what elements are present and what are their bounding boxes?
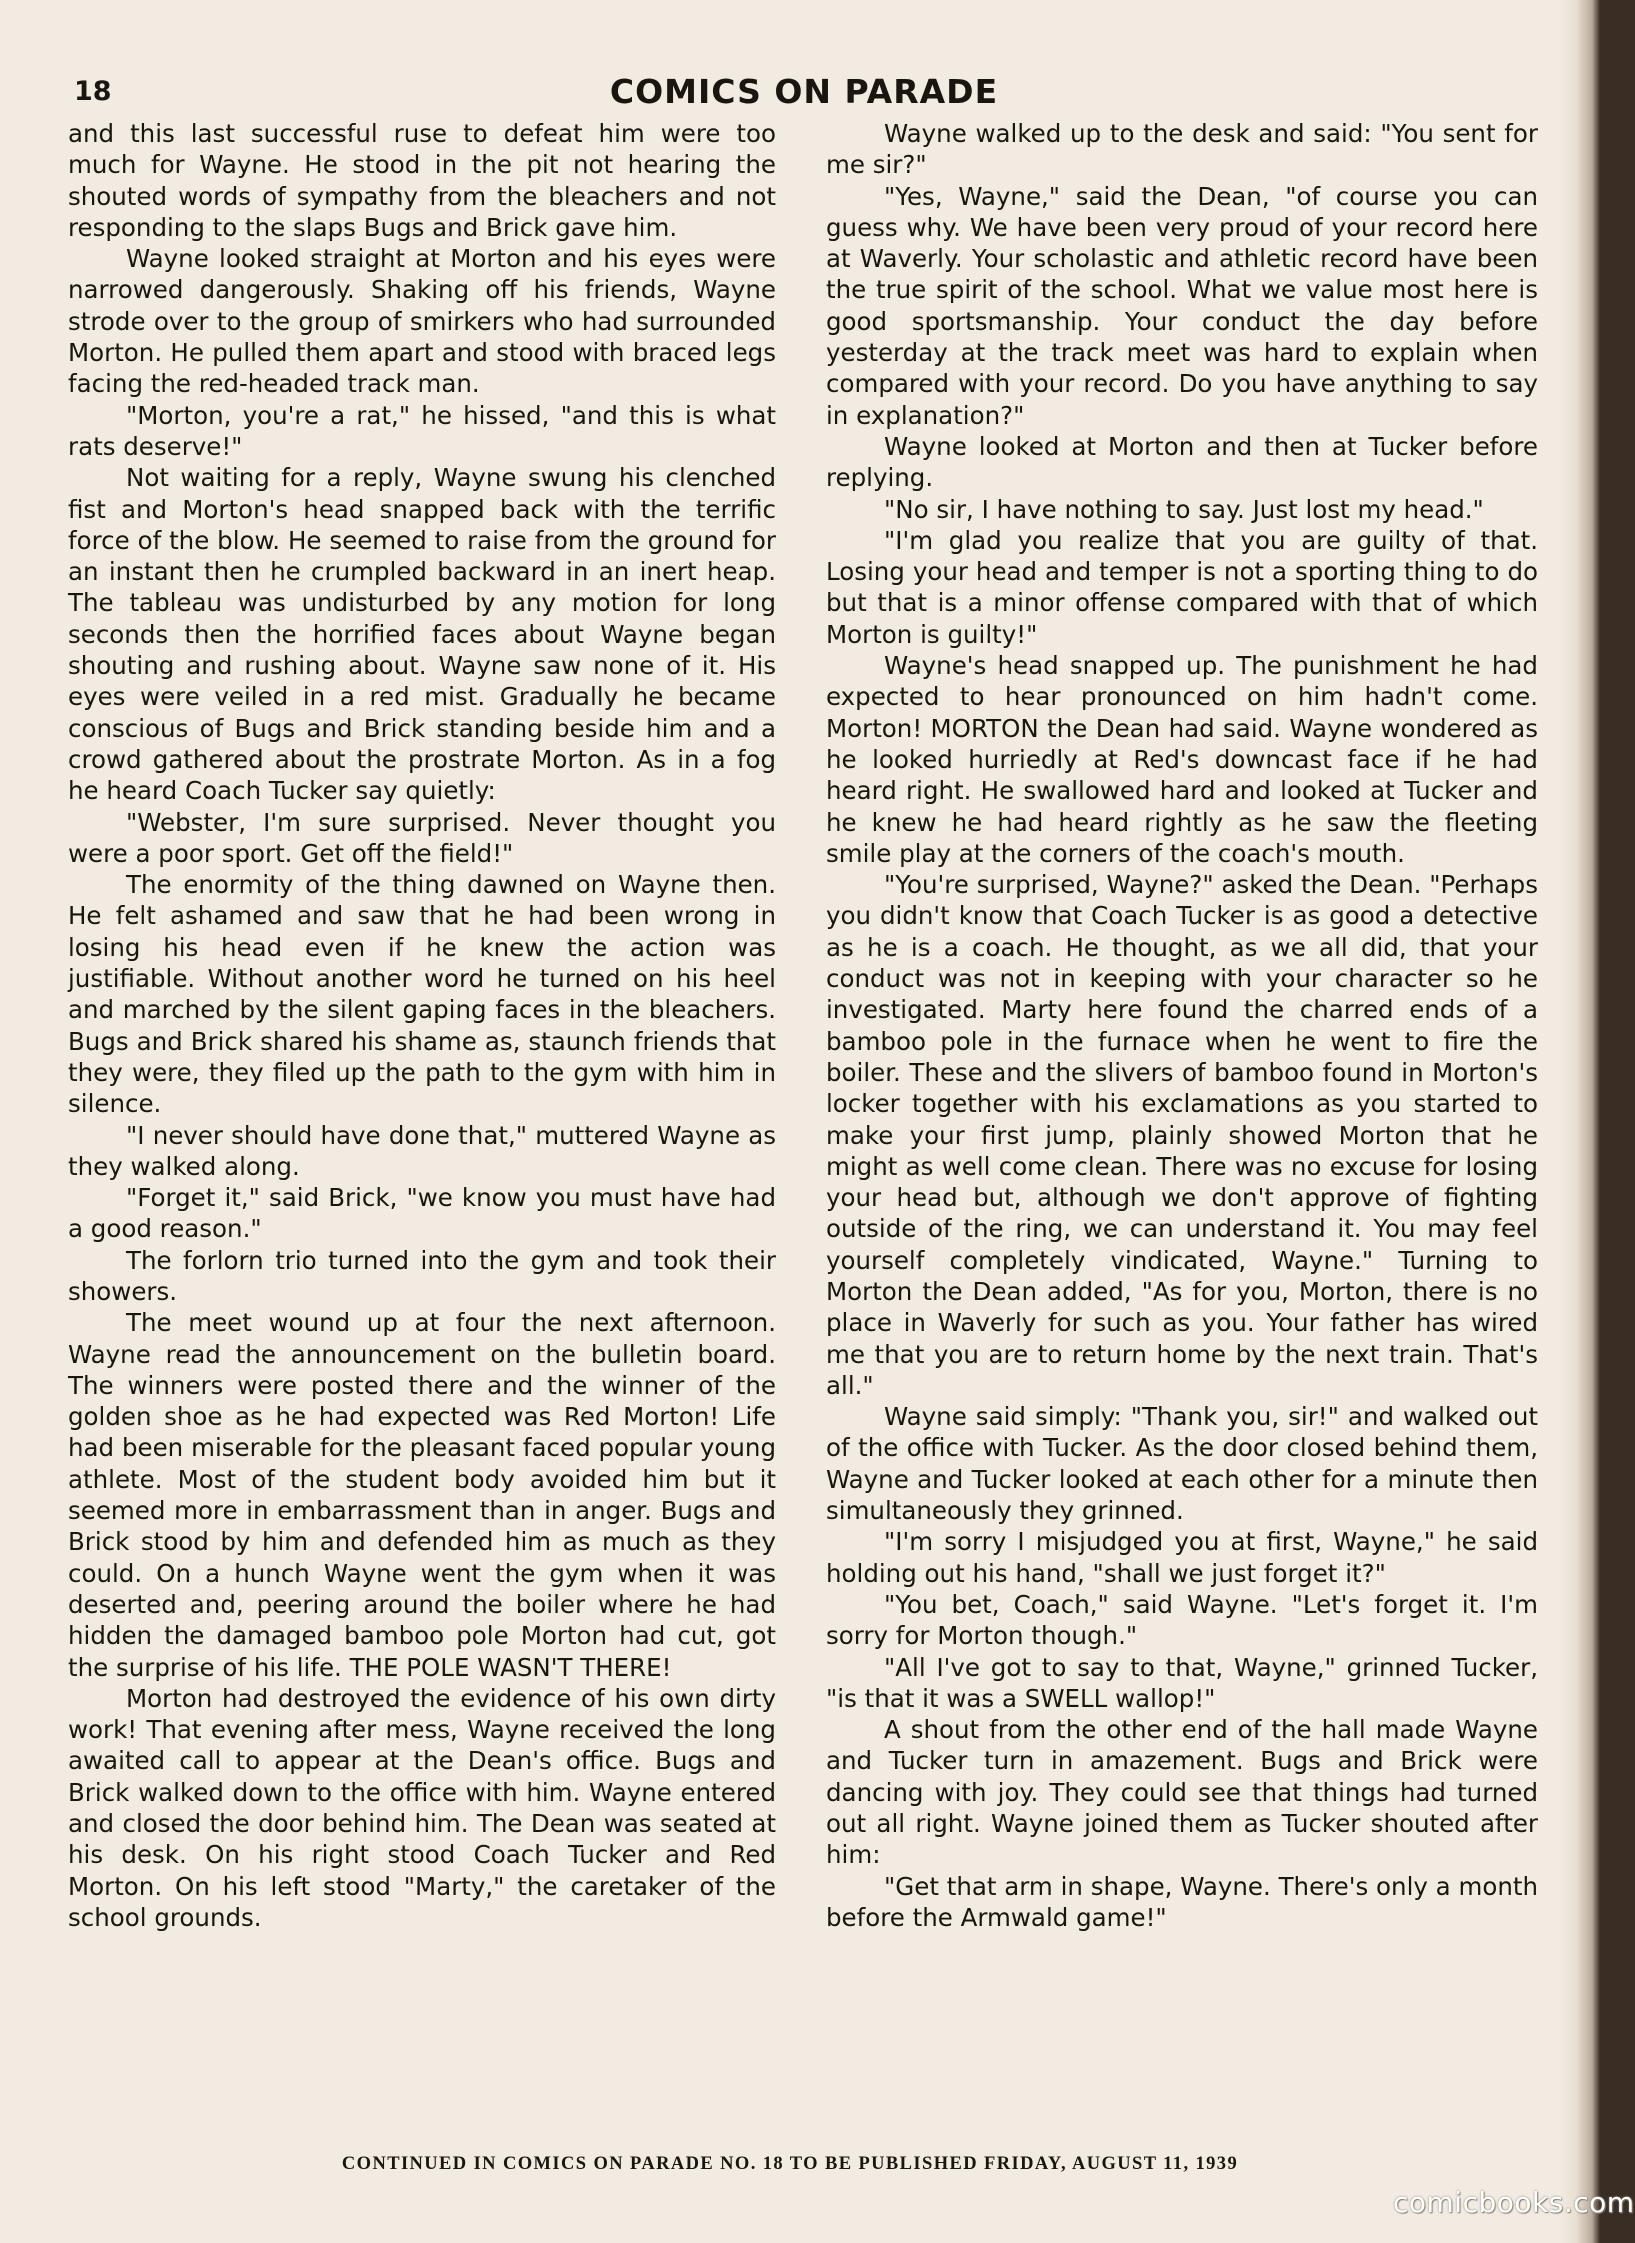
watermark: comicbooks.com [1393, 2186, 1635, 2219]
paragraph: Wayne's head snapped up. The punishment he had expected to hear pronounced on him hadn't come. Morton! MORTON the Dean had said. Wayne wondered as he looked hurriedly at Red's downcast face if he had heard right. He swallowed hard and looked at Tucker and he knew he had heard rightly as he saw the fleeting smile play at the corners of the coach's mouth. [826, 651, 1538, 868]
paragraph: A shout from the other end of the hall made Wayne and Tucker turn in amazement. Bugs and Brick were dancing with joy. They could see that things had turned out all right. Wayne joined them as Tucker shouted after him: [826, 1715, 1538, 1870]
paragraph: "You're surprised, Wayne?" asked the Dean. "Perhaps you didn't know that Coach Tucker is as good a detective as he is a coach. He thought, as we all did, that your conduct was not in keeping with your character so he investigated. Marty here found the charred ends of a bamboo pole in the furnace when he went to fire the boiler. These and the slivers of bamboo found in Morton's locker together with his exclamations as you started to make your first jump, plainly showed Morton that he might as well come clean. There was no excuse for losing your head but, although we don't approve of fighting outside of the ring, we can understand it. You may feel yourself completely vindicated, Wayne." Turning to Morton the Dean added, "As for you, Morton, there is no place in Waverly for such as you. Your father has wired me that you are to return home by the next train. That's all." [826, 870, 1538, 1400]
left-column [68, 118, 776, 1933]
paragraph: "Get that arm in shape, Wayne. There's only a month before the Armwald game!" [826, 1871, 1538, 1932]
paragraph: "No sir, I have nothing to say. Just lost my head." [884, 494, 1484, 524]
page-title: COMICS ON PARADE [609, 72, 999, 111]
paragraph: Morton had destroyed the evidence of his own dirty work! That evening after mess, Wayne received the long awaited call to appear at the Dean's office. Bugs and Brick walked down to the office with him. Wayne entered and closed the door behind him. The Dean was seated at his desk. On his right stood Coach Tucker and Red Morton. On his left stood "Marty," the caretaker of the school grounds. [68, 1683, 776, 1932]
continued-footer: CONTINUED IN COMICS ON PARADE NO. 18 TO BE PUBLISHED FRIDAY, AUGUST 11, 1939 [341, 2154, 1239, 2174]
paragraph: "Webster, I'm sure surprised. Never thought you were a poor sport. Get off the field!" [68, 807, 776, 868]
paragraph: "I never should have done that," muttered Wayne as they walked along. [68, 1120, 776, 1181]
paragraph: "Morton, you're a rat," he hissed, "and this is what rats deserve!" [68, 400, 776, 461]
page-edge-shadow [1560, 0, 1600, 2243]
paragraph: Wayne said simply: "Thank you, sir!" and walked out of the office with Tucker. As the door closed behind them, Wayne and Tucker looked at each other for a minute then simultaneously they grinned. [826, 1402, 1538, 1526]
paragraph: "Forget it," said Brick, "we know you must have had a good reason." [68, 1183, 776, 1244]
paragraph: "You bet, Coach," said Wayne. "Let's forget it. I'm sorry for Morton though." [826, 1589, 1538, 1651]
paragraph: "I'm sorry I misjudged you at first, Wayne," he said holding out his hand, "shall we just forget it?" [826, 1527, 1538, 1588]
page-number: 18 [74, 76, 112, 107]
paragraph: "I'm glad you realize that you are guilty of that. Losing your head and temper is not a sporting thing to do but that is a minor offense compared with that of which Morton is guilty!" [826, 525, 1538, 649]
paragraph: Wayne looked straight at Morton and his eyes were narrowed dangerously. Shaking off his friends, Wayne strode over to the group of smirkers who had surrounded Morton. He pulled them apart and stood with braced legs facing the red-headed track man. [68, 244, 776, 399]
paragraph: "All I've got to say to that, Wayne," grinned Tucker, "is that it was a SWELL wallop!" [826, 1652, 1538, 1713]
paragraph: Not waiting for a reply, Wayne swung his clenched fist and Morton's head snapped back with the terrific force of the blow. He seemed to raise from the ground for an instant then he crumpled backward in an inert heap. The tableau was undisturbed by any motion for long seconds then the horrified faces about Wayne began shouting and rushing about. Wayne saw none of it. His eyes were veiled in a red mist. Gradually he became conscious of Bugs and Brick standing beside him and a crowd gathered about the prostrate Morton. As in a fog he heard Coach Tucker say quietly: [68, 463, 776, 806]
paragraph: Wayne walked up to the desk and said: "You sent for me sir?" [826, 119, 1538, 180]
paragraph: The forlorn trio turned into the gym and took their showers. [68, 1245, 776, 1306]
paragraph: "Yes, Wayne," said the Dean, "of course you can guess why. We have been very proud of your record here at Waverly. Your scholastic and athletic record have been the true spirit of the school. What we value most here is good sportsmanship. Your conduct the day before yesterday at the track meet was hard to explain when compared with your record. Do you have anything to say in explanation?" [826, 181, 1538, 430]
paragraph: Wayne looked at Morton and then at Tucker before replying. [826, 431, 1538, 493]
paragraph: and this last successful ruse to defeat him were too much for Wayne. He stood in the pit not hearing the shouted words of sympathy from the bleachers and not responding to the slaps Bugs and Brick gave him. [68, 119, 776, 242]
page-header [74, 72, 1534, 122]
paragraph: The enormity of the thing dawned on Wayne then. He felt ashamed and saw that he had been wrong in losing his head even if he knew the action was justifiable. Without another word he turned on his heel and marched by the silent gaping faces in the bleachers. Bugs and Brick shared his shame as, staunch friends that they were, they filed up the path to the gym with him in silence. [68, 870, 776, 1119]
right-column [826, 118, 1538, 1933]
paragraph: The meet wound up at four the next afternoon. Wayne read the announcement on the bulletin board. The winners were posted there and the winner of the golden shoe as he had expected was Red Morton! Life had been miserable for the pleasant faced popular young athlete. Most of the student body avoided him but it seemed more in embarrassment than in anger. Bugs and Brick stood by him and defended him as much as they could. On a hunch Wayne went the gym when it was deserted and, peering around the boiler where he had hidden the damaged bamboo pole Morton had cut, got the surprise of his life. THE POLE WASN'T THERE! [68, 1308, 776, 1682]
